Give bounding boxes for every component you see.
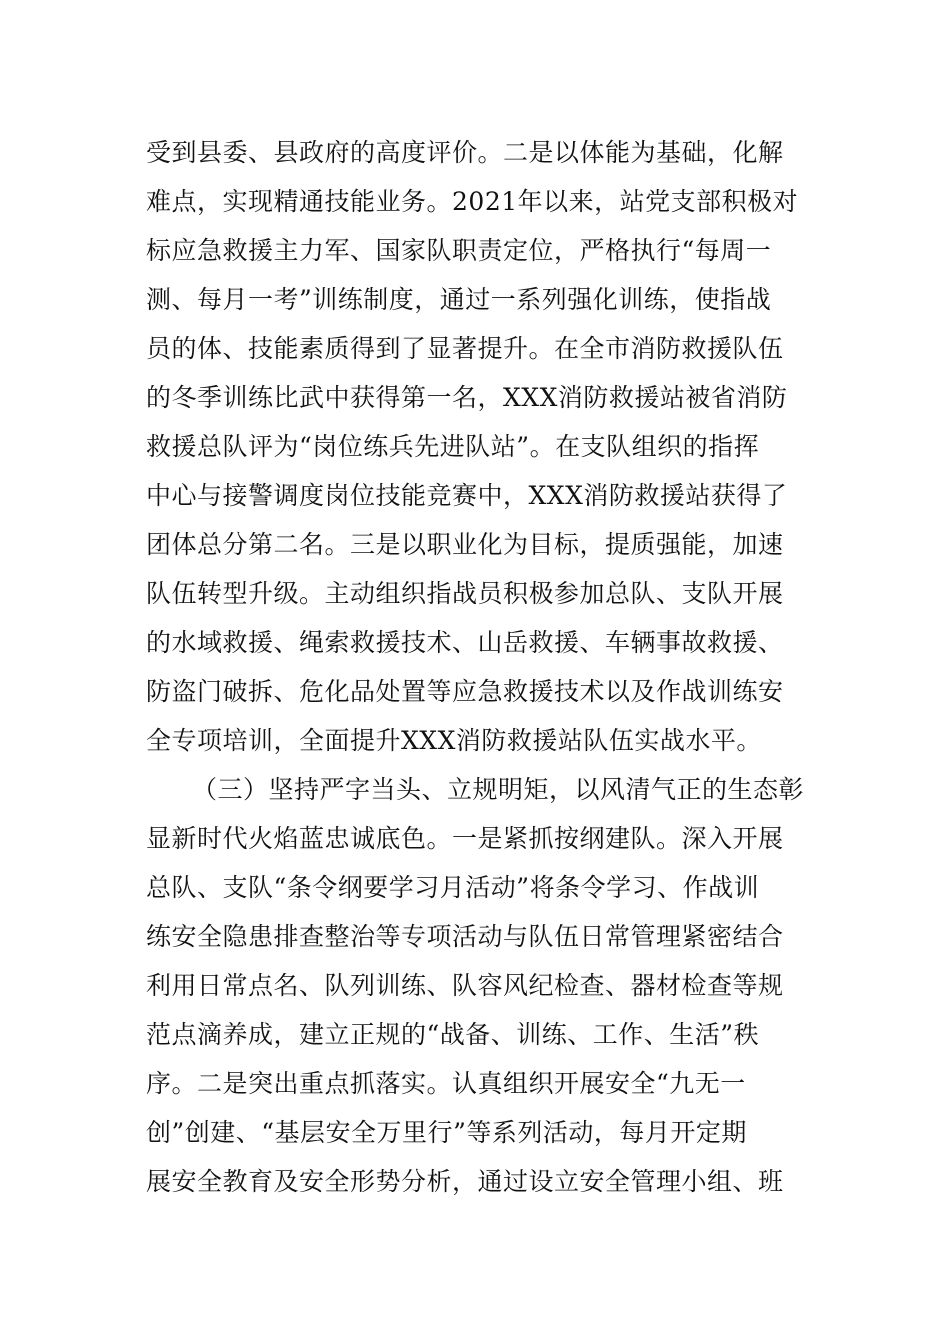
text-line: 展安全教育及安全形势分析，通过设立安全管理小组、班 [146, 1167, 784, 1196]
text-line: 救援总队评为“岗位练兵先进队站”。在支队组织的指挥 [146, 432, 760, 461]
text-line: 员的体、技能素质得到了显著提升。在全市消防救援队伍 [146, 334, 784, 363]
text-line: 利用日常点名、队列训练、队容风纪检查、器材检查等规 [146, 971, 784, 1000]
text-line: 防盗门破拆、危化品处置等应急救援技术以及作战训练安 [146, 677, 784, 706]
text-line: 队伍转型升级。主动组织指战员积极参加总队、支队开展 [146, 579, 784, 608]
text-line: 标应急救援主力军、国家队职责定位，严格执行“每周一 [146, 236, 772, 265]
section-heading-line: （三）坚持严字当头、立规明矩，以风清气正的生态彰 [192, 775, 805, 804]
text-line: 受到县委、县政府的高度评价。二是以体能为基础，化解 [146, 138, 784, 167]
text-line: 显新时代火焰蓝忠诚底色。一是紧抓按纲建队。深入开展 [146, 824, 784, 853]
text-line: 全专项培训，全面提升XXX消防救援站队伍实战水平。 [146, 726, 762, 755]
text-line: 范点滴养成，建立正规的“战备、训练、工作、生活”秩 [146, 1020, 760, 1049]
text-line: 难点，实现精通技能业务。2021年以来，站党支部积极对 [146, 187, 799, 216]
body-text [146, 128, 836, 1206]
text-line: 序。二是突出重点抓落实。认真组织开展安全“九无一 [146, 1069, 746, 1098]
text-line: 的水域救援、绳索救援技术、山岳救援、车辆事故救援、 [146, 628, 784, 657]
text-line: 总队、支队“条令纲要学习月活动”将条令学习、作战训 [146, 873, 760, 902]
text-line: 练安全隐患排查整治等专项活动与队伍日常管理紧密结合 [146, 922, 784, 951]
text-line: 团体总分第二名。三是以职业化为目标，提质强能，加速 [146, 530, 784, 559]
text-line: 测、每月一考”训练制度，通过一系列强化训练，使指战 [146, 285, 772, 314]
text-line: 创”创建、“基层安全万里行”等系列活动，每月开定期 [146, 1118, 747, 1147]
text-line: 中心与接警调度岗位技能竞赛中，XXX消防救援站获得了 [146, 481, 788, 510]
text-line: 的冬季训练比武中获得第一名，XXX消防救援站被省消防 [146, 383, 788, 412]
